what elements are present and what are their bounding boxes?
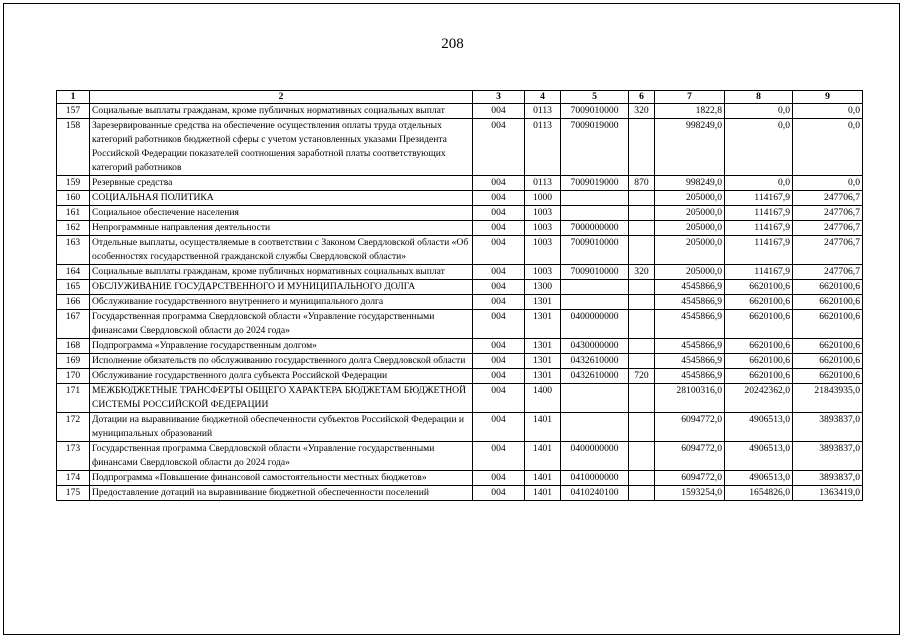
ministry-code-cell: 004 [473,206,525,221]
section-code-cell: 1003 [525,221,561,236]
row-name-cell: Государственная программа Свердловской области «Управление государственными финансами Свердловской области до 2024 года» [90,310,473,339]
table-row [57,206,863,221]
amount-year1-cell: 4545866,9 [655,339,725,354]
section-code-cell: 1301 [525,354,561,369]
row-number-cell: 158 [57,119,90,176]
target-article-cell: 7009010000 [561,236,629,265]
amount-year1-cell: 4545866,9 [655,295,725,310]
header-cell: 7 [655,91,725,104]
amount-year3-cell: 247706,7 [793,236,863,265]
row-number-cell: 160 [57,191,90,206]
ministry-code-cell: 004 [473,119,525,176]
row-number-cell: 173 [57,442,90,471]
target-article-cell [561,413,629,442]
amount-year3-cell: 247706,7 [793,221,863,236]
amount-year1-cell: 4545866,9 [655,310,725,339]
target-article-cell [561,280,629,295]
expense-type-cell [629,221,655,236]
expense-type-cell [629,310,655,339]
amount-year3-cell: 3893837,0 [793,413,863,442]
target-article-cell: 0432610000 [561,369,629,384]
target-article-cell: 0432610000 [561,354,629,369]
amount-year1-cell: 205000,0 [655,265,725,280]
amount-year1-cell: 1593254,0 [655,486,725,501]
section-code-cell: 1401 [525,471,561,486]
amount-year1-cell: 28100316,0 [655,384,725,413]
table-row [57,339,863,354]
amount-year2-cell: 114167,9 [725,221,793,236]
expense-type-cell [629,191,655,206]
row-number-cell: 157 [57,104,90,119]
page-number: 208 [441,36,464,52]
amount-year3-cell: 6620100,6 [793,369,863,384]
target-article-cell: 7009010000 [561,104,629,119]
expense-type-cell: 320 [629,265,655,280]
amount-year2-cell: 6620100,6 [725,339,793,354]
amount-year3-cell: 0,0 [793,176,863,191]
table-row [57,176,863,191]
amount-year2-cell: 6620100,6 [725,310,793,339]
amount-year1-cell: 6094772,0 [655,413,725,442]
section-code-cell: 0113 [525,119,561,176]
amount-year1-cell: 6094772,0 [655,442,725,471]
ministry-code-cell: 004 [473,191,525,206]
amount-year2-cell: 6620100,6 [725,280,793,295]
amount-year3-cell: 0,0 [793,119,863,176]
ministry-code-cell: 004 [473,486,525,501]
table-row [57,191,863,206]
amount-year1-cell: 6094772,0 [655,471,725,486]
row-number-cell: 164 [57,265,90,280]
row-number-cell: 159 [57,176,90,191]
amount-year2-cell: 4906513,0 [725,471,793,486]
amount-year3-cell: 6620100,6 [793,310,863,339]
amount-year2-cell: 114167,9 [725,265,793,280]
amount-year3-cell: 3893837,0 [793,471,863,486]
table-header-row [57,91,863,104]
table-row [57,471,863,486]
target-article-cell: 0410240100 [561,486,629,501]
ministry-code-cell: 004 [473,265,525,280]
section-code-cell: 1301 [525,369,561,384]
header-cell: 1 [57,91,90,104]
row-name-cell: ОБСЛУЖИВАНИЕ ГОСУДАРСТВЕННОГО И МУНИЦИПАЛЬНОГО ДОЛГА [90,280,473,295]
amount-year1-cell: 205000,0 [655,206,725,221]
amount-year3-cell: 3893837,0 [793,442,863,471]
table-row [57,369,863,384]
expense-type-cell [629,206,655,221]
ministry-code-cell: 004 [473,339,525,354]
amount-year1-cell: 205000,0 [655,191,725,206]
amount-year1-cell: 4545866,9 [655,369,725,384]
ministry-code-cell: 004 [473,236,525,265]
row-number-cell: 161 [57,206,90,221]
section-code-cell: 1301 [525,295,561,310]
amount-year2-cell: 6620100,6 [725,369,793,384]
row-name-cell: Непрограммные направления деятельности [90,221,473,236]
amount-year1-cell: 1822,8 [655,104,725,119]
amount-year1-cell: 4545866,9 [655,354,725,369]
expense-type-cell [629,295,655,310]
amount-year3-cell: 6620100,6 [793,354,863,369]
target-article-cell: 0400000000 [561,442,629,471]
target-article-cell [561,295,629,310]
row-number-cell: 172 [57,413,90,442]
table-row [57,119,863,176]
amount-year1-cell: 998249,0 [655,176,725,191]
table-row [57,384,863,413]
expense-type-cell [629,280,655,295]
row-name-cell: Социальные выплаты гражданам, кроме публичных нормативных социальных выплат [90,104,473,119]
table-row [57,265,863,280]
expense-type-cell [629,486,655,501]
expense-type-cell [629,384,655,413]
amount-year2-cell: 6620100,6 [725,295,793,310]
amount-year3-cell: 247706,7 [793,265,863,280]
section-code-cell: 1401 [525,486,561,501]
ministry-code-cell: 004 [473,354,525,369]
target-article-cell: 7000000000 [561,221,629,236]
row-name-cell: МЕЖБЮДЖЕТНЫЕ ТРАНСФЕРТЫ ОБЩЕГО ХАРАКТЕРА БЮДЖЕТАМ БЮДЖЕТНОЙ СИСТЕМЫ РОССИЙСКОЙ ФЕДЕРАЦИИ [90,384,473,413]
section-code-cell: 0113 [525,176,561,191]
section-code-cell: 0113 [525,104,561,119]
table-row [57,354,863,369]
ministry-code-cell: 004 [473,471,525,486]
header-cell: 2 [90,91,473,104]
expense-type-cell [629,442,655,471]
table-row [57,310,863,339]
ministry-code-cell: 004 [473,221,525,236]
target-article-cell: 0400000000 [561,310,629,339]
row-number-cell: 175 [57,486,90,501]
row-number-cell: 162 [57,221,90,236]
ministry-code-cell: 004 [473,384,525,413]
header-cell: 5 [561,91,629,104]
amount-year2-cell: 20242362,0 [725,384,793,413]
header-cell: 9 [793,91,863,104]
header-cell: 4 [525,91,561,104]
expense-type-cell [629,354,655,369]
ministry-code-cell: 004 [473,176,525,191]
expense-type-cell [629,413,655,442]
amount-year2-cell: 4906513,0 [725,413,793,442]
row-name-cell: Государственная программа Свердловской области «Управление государственными финансами Свердловской области до 2024 года» [90,442,473,471]
ministry-code-cell: 004 [473,413,525,442]
expense-type-cell [629,471,655,486]
section-code-cell: 1400 [525,384,561,413]
ministry-code-cell: 004 [473,295,525,310]
row-name-cell: Обслуживание государственного внутреннего и муниципального долга [90,295,473,310]
expense-type-cell [629,339,655,354]
row-name-cell: Отдельные выплаты, осуществляемые в соответствии с Законом Свердловской области «Об особенностях государственной гражданской службы Свердловской области» [90,236,473,265]
table-row [57,486,863,501]
row-number-cell: 174 [57,471,90,486]
amount-year3-cell: 21843935,0 [793,384,863,413]
target-article-cell: 7009010000 [561,265,629,280]
section-code-cell: 1401 [525,442,561,471]
row-number-cell: 171 [57,384,90,413]
expense-type-cell: 320 [629,104,655,119]
amount-year2-cell: 0,0 [725,176,793,191]
ministry-code-cell: 004 [473,310,525,339]
table-row [57,221,863,236]
amount-year2-cell: 114167,9 [725,236,793,265]
amount-year3-cell: 6620100,6 [793,339,863,354]
amount-year1-cell: 4545866,9 [655,280,725,295]
amount-year3-cell: 6620100,6 [793,295,863,310]
amount-year1-cell: 205000,0 [655,236,725,265]
target-article-cell: 7009019000 [561,119,629,176]
row-name-cell: Социальные выплаты гражданам, кроме публичных нормативных социальных выплат [90,265,473,280]
row-name-cell: Социальное обеспечение населения [90,206,473,221]
amount-year2-cell: 114167,9 [725,206,793,221]
section-code-cell: 1301 [525,310,561,339]
amount-year2-cell: 0,0 [725,119,793,176]
table-row [57,236,863,265]
section-code-cell: 1003 [525,236,561,265]
target-article-cell: 0410000000 [561,471,629,486]
amount-year3-cell: 0,0 [793,104,863,119]
amount-year2-cell: 6620100,6 [725,354,793,369]
amount-year3-cell: 6620100,6 [793,280,863,295]
table-row [57,280,863,295]
target-article-cell: 7009019000 [561,176,629,191]
expense-type-cell: 720 [629,369,655,384]
table-row [57,442,863,471]
section-code-cell: 1401 [525,413,561,442]
row-name-cell: Предоставление дотаций на выравнивание бюджетной обеспеченности поселений [90,486,473,501]
row-number-cell: 165 [57,280,90,295]
amount-year2-cell: 0,0 [725,104,793,119]
target-article-cell [561,191,629,206]
section-code-cell: 1300 [525,280,561,295]
amount-year3-cell: 247706,7 [793,206,863,221]
amount-year3-cell: 1363419,0 [793,486,863,501]
header-cell: 8 [725,91,793,104]
amount-year2-cell: 4906513,0 [725,442,793,471]
header-cell: 3 [473,91,525,104]
amount-year2-cell: 1654826,0 [725,486,793,501]
target-article-cell [561,384,629,413]
expense-type-cell: 870 [629,176,655,191]
amount-year3-cell: 247706,7 [793,191,863,206]
row-number-cell: 166 [57,295,90,310]
row-number-cell: 167 [57,310,90,339]
row-name-cell: Дотации на выравнивание бюджетной обеспеченности субъектов Российской Федерации и муниципальных образований [90,413,473,442]
target-article-cell: 0430000000 [561,339,629,354]
ministry-code-cell: 004 [473,442,525,471]
row-name-cell: Исполнение обязательств по обслуживанию государственного долга Свердловской области [90,354,473,369]
expense-type-cell [629,119,655,176]
header-cell: 6 [629,91,655,104]
row-number-cell: 168 [57,339,90,354]
row-number-cell: 163 [57,236,90,265]
row-number-cell: 169 [57,354,90,369]
table-row [57,104,863,119]
expense-type-cell [629,236,655,265]
ministry-code-cell: 004 [473,369,525,384]
ministry-code-cell: 004 [473,104,525,119]
row-name-cell: СОЦИАЛЬНАЯ ПОЛИТИКА [90,191,473,206]
amount-year2-cell: 114167,9 [725,191,793,206]
table-row [57,413,863,442]
table-body [57,104,863,501]
row-number-cell: 170 [57,369,90,384]
section-code-cell: 1000 [525,191,561,206]
table-row [57,295,863,310]
ministry-code-cell: 004 [473,280,525,295]
row-name-cell: Обслуживание государственного долга субъекта Российской Федерации [90,369,473,384]
row-name-cell: Резервные средства [90,176,473,191]
budget-table [56,90,863,501]
section-code-cell: 1301 [525,339,561,354]
section-code-cell: 1003 [525,206,561,221]
section-code-cell: 1003 [525,265,561,280]
row-name-cell: Подпрограмма «Повышение финансовой самостоятельности местных бюджетов» [90,471,473,486]
amount-year1-cell: 205000,0 [655,221,725,236]
target-article-cell [561,206,629,221]
row-name-cell: Подпрограмма «Управление государственным долгом» [90,339,473,354]
row-name-cell: Зарезервированные средства на обеспечение осуществления оплаты труда отдельных категорий работников бюджетной сферы с учетом установленных указами Президента Российской Федерации показателей соотношения заработной платы соответствующих категорий работников [90,119,473,176]
amount-year1-cell: 998249,0 [655,119,725,176]
